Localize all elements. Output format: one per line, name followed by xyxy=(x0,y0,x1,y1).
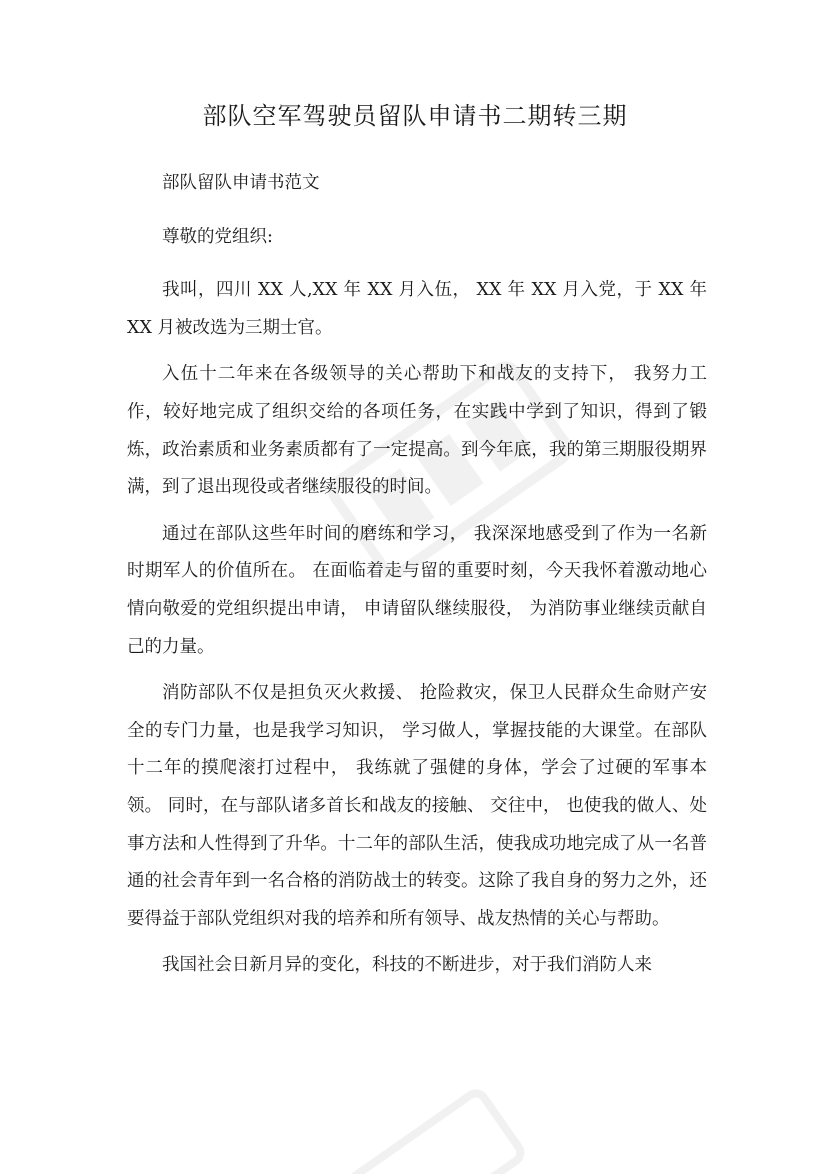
paragraph-2: 入伍十二年来在各级领导的关心帮助下和战友的支持下， 我努力工作，较好地完成了组织交给的各项任务，在实践中学到了知识，得到了锻炼，政治素质和业务素质都有了一定提高。到今年底，我的第三期服役期界满，到了退出现役或者继续服役的时间。 xyxy=(127,364,707,498)
paragraph-3: 通过在部队这些年时间的磨练和学习， 我深深地感受到了作为一名新时期军人的价值所在。 在面临着走与留的重要时刻，今天我怀着激动地心情向敬爱的党组织提出申请， 申请留队继续服役， 为消防事业继续贡献自己的力量。 xyxy=(127,523,707,657)
paragraph-4: 消防部队不仅是担负灭火救援、 抢险救灾，保卫人民群众生命财产安全的专门力量，也是我学习知识， 学习做人，掌握技能的大课堂。在部队十二年的摸爬滚打过程中， 我练就了强健的身体，学会了过硬的军事本领。 同时，在与部队诸多首长和战友的接触、 交往中， 也使我的做人、处事方法和人性得到了升华。十二年的部队生活，使我成功地完成了从一名普通的社会青年到一名合格的消防战士的转变。这除了我自身的努力之外，还要得益于部队党组织对我的培养和所有领导、战友热情的关心与帮助。 xyxy=(127,683,707,929)
document-title: 部队空军驾驶员留队申请书二期转三期 xyxy=(202,102,628,130)
paragraph-5: 我国社会日新月异的变化，科技的不断进步，对于我们消防人来 xyxy=(162,955,652,976)
salutation: 尊敬的党组织: xyxy=(162,226,273,247)
document-body xyxy=(127,165,707,994)
paragraph-1: 我叫，四川 XX 人,XX 年 XX 月入伍， XX 年 XX 月入党，于 XX 年 XX 月被改选为三期士官。 xyxy=(127,280,707,338)
watermark-logo-bottom xyxy=(330,1080,530,1174)
subtitle: 部队留队申请书范文 xyxy=(162,173,320,193)
